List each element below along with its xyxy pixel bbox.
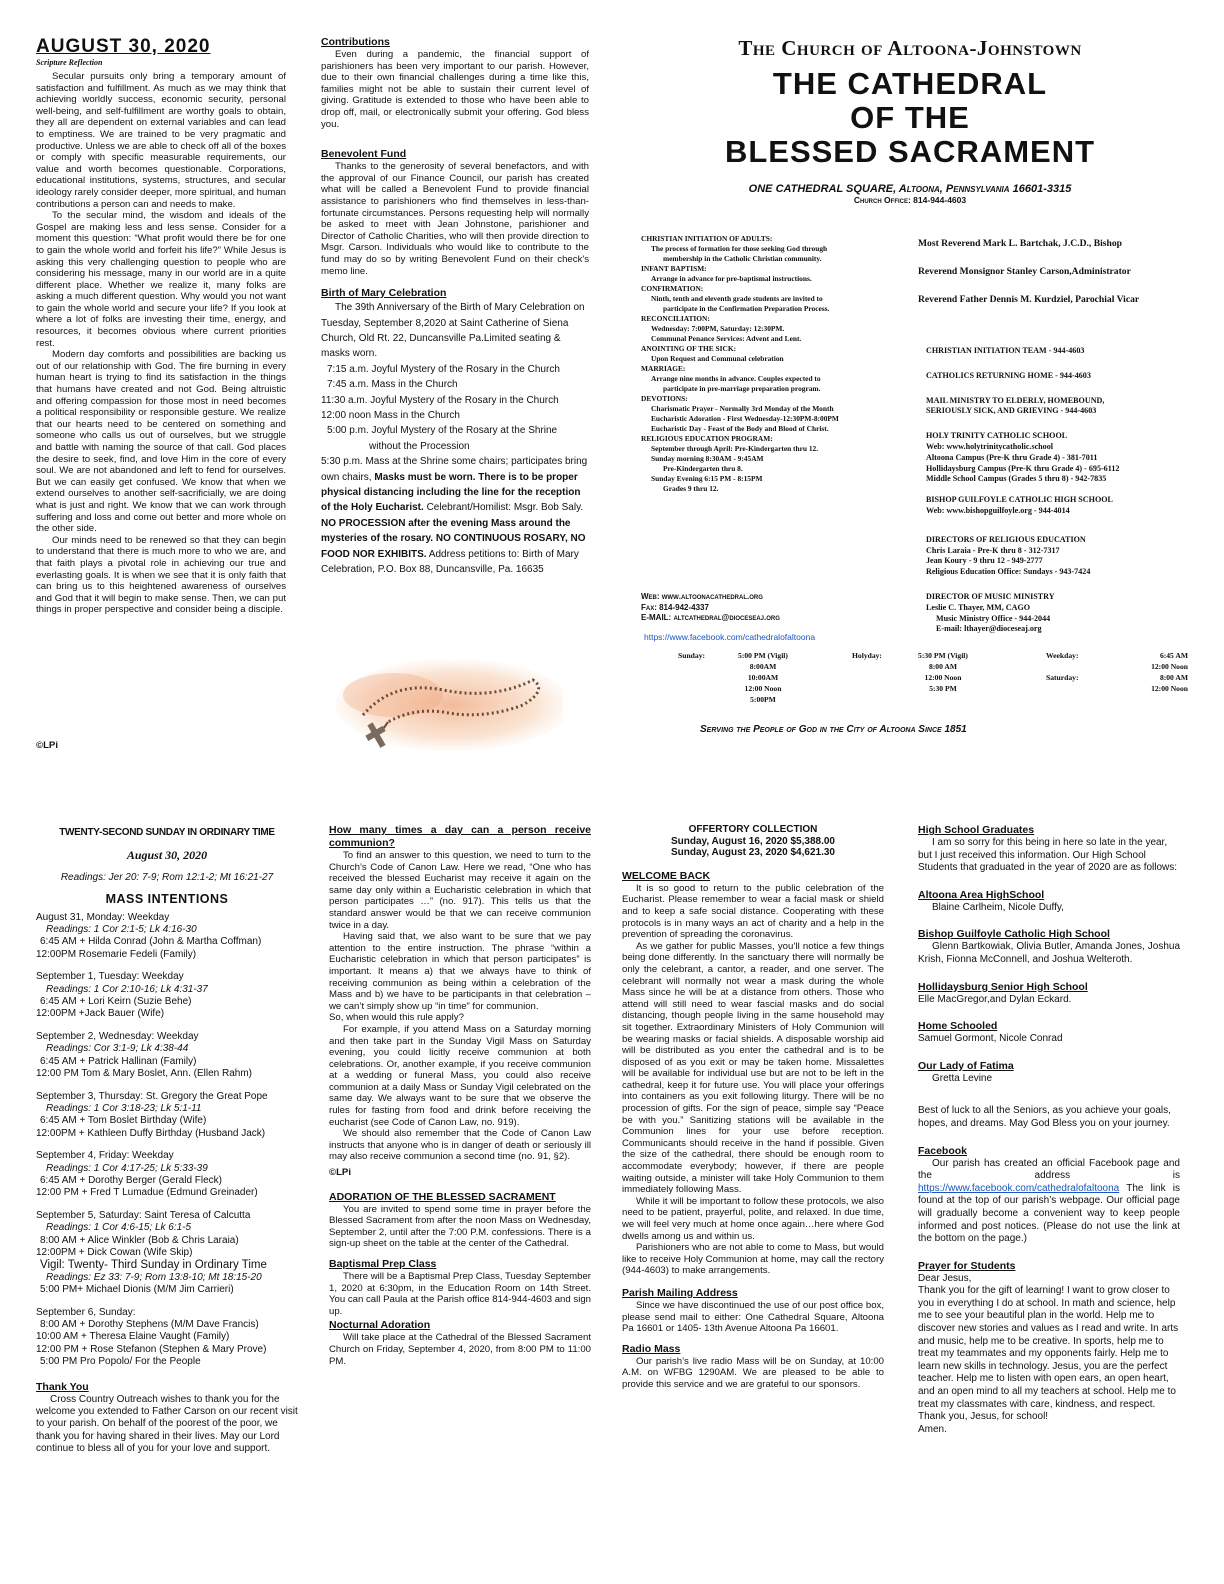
intention-readings: Readings: 1 Cor 3:18-23; Lk 5:1-11 (46, 1102, 202, 1114)
communion-paragraph: So, when would this rule apply? (329, 1012, 464, 1024)
mass-time: 8:00 AM (1159, 673, 1188, 682)
intention-readings: Readings: Cor 3:1-9; Lk 4:38-44 (46, 1043, 189, 1055)
mass-time: 12:00 Noon (924, 673, 962, 682)
intention-line: 6:45 AM + Hilda Conrad (John & Martha Coffman) (40, 936, 262, 948)
adoration-text: You are invited to spend some time in prayer before the Blessed Sacrament from after the noon Mass on Wednesday, September 2, until after the 7:00 P.M. confessions. There is a sign-up sheet on the table at the center of the Cathedral. (329, 1203, 591, 1250)
weekday-label: Weekday: (1046, 651, 1079, 660)
best-of-luck-text: Best of luck to all the Seniors, as you achieve your goals, hopes, and dreams. May God Bless you on your journey. (918, 1105, 1171, 1129)
clergy-administrator: Reverend Monsignor Stanley Carson,Administrator (918, 266, 1131, 277)
reflection-paragraph: Secular pursuits only bring a temporary amount of satisfaction and fulfillment. As much as we may think that achieving worldly success, economic security, personal well-being, and self-fulfillment are worthy goals to obtain, they all are dependent on external variables and can lead to emptiness. We are trained to be very pragmatic and productive. Unless we are able to check off all of the boxes or comply with specific measurable requirements, our value and worth becomes questionable. Corporations, educational institutions, systems, structures, and secular ideology rarely consider deeper, more spiritual, and human contributions a person can and needs to make. (36, 71, 286, 210)
sacrament-line: Charismatic Prayer - Normally 3rd Monday of the Month (651, 404, 834, 413)
radio-mass-title: Radio Mass (622, 1342, 681, 1355)
sacrament-title: DEVOTIONS: (641, 394, 688, 403)
intention-line: 6:45 AM + Tom Boslet Birthday (Wife) (40, 1115, 207, 1127)
intentions-date: August 30, 2020 (126, 848, 208, 863)
mass-time: 5:00 PM (Vigil) (738, 651, 788, 660)
ministry-block (926, 431, 1216, 485)
intention-day-title: September 2, Wednesday: Weekday (36, 1030, 199, 1042)
scripture-reflection-label: Scripture Reflection (36, 58, 103, 67)
mass-time: 8:00AM (749, 662, 777, 671)
intention-line: 5:00 PM Pro Popolo/ For the People (40, 1356, 201, 1368)
intention-line: 12:00PM Rosemarie Fedeli (Family) (36, 948, 197, 960)
facebook-page-link[interactable]: https://www.facebook.com/cathedralofaltoona (918, 1182, 1120, 1194)
ministry-block (926, 346, 1216, 357)
ministry-line: MAIL MINISTRY TO ELDERLY, HOMEBOUND, (926, 395, 1105, 405)
birth-mass-text: 5:30 p.m. Mass at the Shrine some chairs; participates bring own chairs, (321, 456, 588, 483)
intention-line: 12:00 PM + Fred T Lumadue (Edmund Greinader) (36, 1187, 258, 1199)
benevolent-fund-title: Benevolent Fund (321, 148, 407, 161)
intention-day-title: September 4, Friday: Weekday (36, 1150, 174, 1162)
ministry-line: Middle School Campus (Grades 5 thru 8) - 942-7835 (926, 474, 1107, 484)
school-name: Home Schooled (918, 1020, 998, 1033)
intention-day (36, 971, 298, 1021)
intention-readings: Readings: 1 Cor 2:10-16; Lk 4:31-37 (46, 983, 208, 995)
benevolent-fund-text: Thanks to the generosity of several benefactors, and with the approval of our Finance Council, our parish has created what will be called a Benevolent Fund to provide financial assistance to parishioners who find themselves in less-than-fortunate circumstances. Persons requesting help will normally be asked to meet with Jean Johnstone, parishioner and Director of Catholic Charities, who will then provide direction to Msgr. Carson. Individuals who would like to contribute to the fund may do so by writing Benevolent Fund on their check's memo line. (321, 161, 589, 277)
mass-intentions-heading: MASS INTENTIONS (105, 892, 229, 907)
holyday-times (888, 650, 998, 694)
ministry-line: Chris Laraia - Pre-K thru 8 - 312-7317 (926, 545, 1060, 555)
birth-no-procession-notice: NO PROCESSION after the evening Mass around the mysteries of the rosary. NO CONTINUOUS ROSARY, NO FOOD NOR EXHIBITS. (321, 517, 586, 560)
intention-line: 6:45 AM + Dorothy Berger (Gerald Fleck) (40, 1174, 223, 1186)
prayer-amen: Amen. (918, 1423, 947, 1435)
birth-of-mary-title: Birth of Mary Celebration (321, 287, 447, 300)
ministry-line: Religious Education Office: Sundays - 943-7424 (926, 567, 1091, 577)
sunday-times (718, 650, 808, 705)
intention-line: 12:00 PM + Rose Stefanon (Stephen & Mary Prove) (36, 1343, 267, 1355)
contributions-title: Contributions (321, 36, 390, 48)
school-students: Gretta Levine (932, 1072, 993, 1084)
communion-paragraph: Having said that, we also want to be sure that we pay attention to the entire instruction. The phrase “within a Eucharistic celebration in which that person participates” is important. It means a) that we always have to think of receiving communion as being within a celebration of the Mass and b) we have to be participants in that celebration – we can’t simply show up “in time” for communion. (329, 931, 591, 1012)
schedule-item: 12:00 noon Mass in the Church (321, 409, 460, 421)
welcome-column (622, 824, 884, 1391)
sacrament-line: Sunday morning 8:30AM - 9:45AM (651, 454, 764, 463)
ministry-block (926, 592, 1216, 635)
welcome-paragraph: As we gather for public Masses, you’ll notice a few things being done differently. In the sanctuary there will normally be only the celebrant, a cantor, a reader, and one server. The celebrant will normally not wear a mask during the whole Mass since he will be at a distance from others. Those who attend will still need to wear fascial masks and do social distancing, though people living in the same household may sit together. Extraordinary Ministers of Holy Communion will be wearing masks or facial shields. A disposable worship aid will be distributed as you enter the cathedral and is to be disposed of as you exit or may be taken home. Missalettes will be available for individual use but are not to be left in the cathedral, keep it for future use. You will place your offerings into containers as you exit following liturgy. There will be no procession of gifts. For the sign of peace, simple say “Peace be with you.” Sanitizing stations will be available in the Communion lines for your use before reception. Communicants should receive in the hand if possible. Given the size of the cathedral, there should be enough room to accommodate everybody; however, if there are people waiting outside, a minister will take Holy Communion to them immediately following Mass. (622, 940, 884, 1196)
saturday-label: Saturday: (1046, 673, 1079, 682)
mass-time: 12:00 Noon (1151, 662, 1188, 671)
church-office-phone: Church Office: 814-944-4603 (853, 195, 967, 205)
graduates-column (918, 824, 1180, 1436)
sunday-readings: Readings: Jer 20: 7-9; Rom 12:1-2; Mt 16:21-27 (60, 871, 274, 883)
ministry-line: DIRECTORS OF RELIGIOUS EDUCATION (926, 534, 1086, 544)
contributions-text: Even during a pandemic, the financial support of parishioners has been very important to our parish. However, due to their own financial challenges during a time like this, families might not be able to sustain their current level of giving. Gratitude is extended to those who have been able to drop off, mail, or electronically submit your offering. God bless you. (321, 49, 589, 130)
intention-day (36, 1150, 298, 1200)
birth-celebrant: Celebrant/Homilist: Msgr. Bob Saly. (426, 502, 584, 514)
mailing-address-title: Parish Mailing Address (622, 1286, 738, 1299)
sacrament-title: INFANT BAPTISM: (641, 264, 707, 273)
birth-of-mary-intro: The 39th Anniversary of the Birth of Mary Celebration on Tuesday, September 8,2020 at Saint Catherine of Siena Church, Old Rt. 22, Duncansville Pa.Limited seating & masks worn. (321, 302, 585, 360)
offertory-title: OFFERTORY COLLECTION (688, 824, 818, 835)
sacrament-line: Arrange in advance for pre-baptismal instructions. (651, 274, 812, 283)
cathedral-address: ONE CATHEDRAL SQUARE, Altoona, Pennsylvania 16601-3315 (748, 183, 1072, 195)
welcome-paragraph: Parishioners who are not able to come to Mass, but would like to receive Holy Communion at home, may call the rectory (944-4603) to make arrangements. (622, 1242, 884, 1277)
sacrament-line: participate in pre-marriage preparation program. (663, 384, 821, 393)
intention-readings: Readings: 1 Cor 2:1-5; Lk 4:16-30 (46, 924, 197, 936)
nocturnal-adoration-title: Nocturnal Adoration (329, 1319, 431, 1332)
thank-you-title: Thank You (36, 1380, 89, 1393)
intention-line: 6:45 AM + Patrick Hallinan (Family) (40, 1055, 197, 1067)
intention-line: 12:00PM + Dick Cowan (Wife Skip) (36, 1246, 193, 1258)
clergy-list (918, 238, 1208, 322)
sacrament-title: CONFIRMATION: (641, 284, 704, 293)
sacraments-list (641, 234, 891, 494)
sacrament-line: Communal Penance Services: Advent and Lent. (651, 334, 802, 343)
intention-line: 8:00 AM + Dorothy Stephens (M/M Dave Francis) (40, 1319, 259, 1330)
sacrament-line: Wednesday: 7:00PM, Saturday: 12:30PM. (651, 324, 785, 333)
ministry-line: Web: www.holytrinitycatholic.school (926, 441, 1054, 451)
mass-time: 10:00AM (747, 673, 779, 682)
reflection-paragraph: Modern day comforts and possibilities are backing us out of our relationship with God. The fire burning in every human heart is trying to find its satisfaction in the things that humans have created and not God. Being altruistic and offering compassion for those most in need becomes a political responsibility or responsible gesture. We realize that our hearts need to be centered on something and someone who calls us out of ourselves, but we struggle and battle with naming the source of that call. God places the desire to seek, find, and love Him in the core of every soul. We are not abandoned and left to fend for ourselves. But we can easily get confused. We know that when we extend ourselves to another self-sacrificially, we are doing what is just and right. We know that we can work through suffering and loss and come out better and more whole on the other side. (36, 349, 286, 535)
reflection-paragraph: To the secular mind, the wisdom and ideals of the Gospel are making less and less sense. Consider for a moment this question: “What profit would there be for one to gain the whole world and forfeit his life?” While Jesus is asking this very challenging question to people who are considering his message, many in our world are in a quite different place. Whether we realize it, many folks are asking a much different question. Why would you not want to gain the whole world and secure your life? If you look at where a lot of folks are investing their time, energy, and resources, it becomes obvious where current priorities rest. (36, 210, 286, 349)
holyday-label: Holyday: (852, 651, 882, 660)
sunday-title: TWENTY-SECOND SUNDAY IN ORDINARY TIME (59, 827, 275, 838)
intention-readings: Readings: Ez 33: 7-9; Rom 13:8-10; Mt 18:15-20 (46, 1271, 262, 1283)
sacrament-line: Upon Request and Communal celebration (651, 354, 784, 363)
intention-day-title: September 5, Saturday: Saint Teresa of Calcutta (36, 1209, 251, 1221)
intention-day (36, 1091, 298, 1141)
graduates-title: High School Graduates (918, 824, 1035, 836)
cathedral-name (630, 67, 1190, 169)
sacrament-line: September through April: Pre-Kindergarten thru 12. (651, 444, 819, 453)
ministry-line: DIRECTOR OF MUSIC MINISTRY (926, 591, 1055, 601)
welcome-paragraph: While it will be important to follow these protocols, we also need to be patient, prayerful, polite, and relaxed. In due time, we will feel very much at home once again…here where God dwells among us and within us. (622, 1195, 884, 1242)
website-link[interactable]: Web: www.altoonacathedral.org (641, 592, 763, 601)
sacrament-line: Eucharistic Adoration - First Wednesday-12:30PM-8:00PM (651, 414, 839, 423)
sacrament-title: RELIGIOUS EDUCATION PROGRAM: (641, 434, 773, 443)
intention-day-title: September 1, Tuesday: Weekday (36, 971, 184, 983)
ministry-block (926, 396, 1216, 418)
ministry-line: E-mail: lthayer@dioceseaj.org (936, 624, 1042, 634)
facebook-title: Facebook (918, 1144, 968, 1157)
ministry-line: Altoona Campus (Pre-K thru Grade 4) - 381-7011 (926, 452, 1098, 462)
schedule-item: 7:45 a.m. Mass in the Church (327, 379, 458, 391)
birth-address: Address petitions to: Birth of Mary Celebration, P.O. Box 88, Duncansville, Pa. 16635 (321, 548, 579, 575)
saturday-times (1088, 672, 1188, 694)
school-students: Blaine Carlheim, Nicole Duffy, (932, 901, 1064, 913)
intention-day-title: August 31, Monday: Weekday (36, 911, 170, 923)
sacrament-line: Ninth, tenth and eleventh grade students are invited to (651, 294, 823, 303)
email-link[interactable]: E-MAIL: altcathedral@dioceseaj.org (641, 613, 780, 622)
ministry-line: SERIOUSLY SICK, AND GRIEVING - 944-4603 (926, 406, 1097, 416)
school-students: Glenn Bartkowiak, Olivia Butler, Amanda Jones, Joshua Krish, Fionna McConnell, and Joshua Welteroth. (918, 941, 1180, 965)
offertory-line: Sunday, August 16, 2020 $5,388.00 (671, 835, 835, 847)
ministry-line: Jean Koury - 9 thru 12 - 949-2777 (926, 556, 1043, 566)
intention-day-title: September 6, Sunday: (36, 1306, 136, 1318)
communion-paragraph: We should also remember that the Code of Canon Law instructs that anyone who is in danger of death or seriously ill may also receive communion a second time (no. 91, §2). (329, 1128, 591, 1163)
thank-you-text: Cross Country Outreach wishes to thank you for the welcome you extended to Father Carson on our recent visit to your parish. On behalf of the poorest of the poor, we thank you for having shared in their lives. May our Lord continue to bless all of you for your love and support. (36, 1393, 298, 1455)
sunday-label: Sunday: (678, 651, 706, 660)
scripture-reflection-text (36, 71, 286, 616)
cathedral-name-line: OF THE (850, 100, 970, 135)
sacrament-title: RECONCILIATION: (641, 314, 710, 323)
masthead (630, 36, 1190, 205)
mass-time: 5:00PM (750, 695, 776, 704)
ministry-line: HOLY TRINITY CATHOLIC SCHOOL (926, 431, 1068, 441)
rosary-image (333, 660, 563, 750)
prayer-opening: Dear Jesus, (918, 1272, 972, 1284)
mass-time: 6:45 AM (1159, 651, 1188, 660)
school-name: Hollidaysburg Senior High School (918, 980, 1088, 993)
mass-time: 5:30 PM (Vigil) (918, 651, 968, 660)
communion-question-title: How many times a day can a person receive communion? (329, 824, 591, 849)
intention-line: 12:00PM +Jack Bauer (Wife) (36, 1008, 165, 1020)
mass-time: 12:00 Noon (744, 684, 782, 693)
school-students: Samuel Gormont, Nicole Conrad (918, 1033, 1063, 1045)
parish-tagline: Serving the People of God in the City of Altoona Since 1851 (700, 724, 967, 735)
clergy-bishop: Most Reverend Mark L. Bartchak, J.C.D., Bishop (918, 238, 1122, 249)
offertory-line: Sunday, August 23, 2020 $4,621.30 (671, 847, 835, 859)
mailing-address-text: Since we have discontinued the use of our post office box, please send mail to either: One Cathedral Square, Altoona Pa 16601 or 1405- 13th Avenue Altoona Pa 16601. (622, 1299, 884, 1335)
graduates-text: I am so sorry for this being in here so late in the year, but I just received this information. Our High School Students that graduated in the year of 2020 are as follows: (918, 837, 1178, 874)
reflection-paragraph: Our minds need to be renewed so that they can begin to understand that there is much more to who we are, and that faith plays a pivotal role in achieving our true and everlasting goals. It is when we see that it is only faith that can bring us to this heightened awareness of ourselves and God that it will begin to make sense. Then, we can put things in proper perspective and consider being a disciple. (36, 534, 286, 616)
facebook-text-start: Our parish has created an official Facebook page and the address is (918, 1157, 1180, 1182)
sacrament-line: Eucharistic Day - Feast of the Body and Blood of Christ. (651, 424, 829, 433)
cathedral-name-line: THE CATHEDRAL (772, 66, 1048, 101)
schedule-item: without the Procession (369, 440, 470, 452)
mass-time: 5:30 PM (929, 684, 957, 693)
mass-time: 12:00 Noon (1151, 684, 1188, 693)
ministry-block (926, 371, 1216, 382)
nocturnal-adoration-text: Will take place at the Cathedral of the Blessed Sacrament Church on Friday, September 4, 2020, from 8:00 PM to 11:00 PM. (329, 1332, 591, 1367)
baptismal-prep-text: There will be a Baptismal Prep Class, Tuesday September 1, 2020 at 6:30pm, in the Education Room on 14th Street. You can call Paula at the Parish office 814-944-4603 and sign up. (329, 1271, 591, 1317)
prayer-title: Prayer for Students (918, 1259, 1016, 1272)
ministries-list (926, 346, 1216, 645)
intention-day (36, 1031, 298, 1081)
intention-day (36, 912, 298, 962)
weekday-times (1088, 650, 1188, 672)
welcome-back-title: WELCOME BACK (622, 869, 711, 882)
intention-readings: Readings: 1 Cor 4:6-15; Lk 6:1-5 (46, 1222, 192, 1234)
ministry-line: CATHOLICS RETURNING HOME - 944-4603 (926, 370, 1091, 380)
ministry-line: Leslie C. Thayer, MM, CAGO (926, 602, 1031, 612)
intention-day (36, 1307, 298, 1369)
sacrament-line: Sunday Evening 6:15 PM - 8:15PM (651, 474, 763, 483)
school-name: Our Lady of Fatima (918, 1059, 1014, 1072)
baptismal-prep-title: Baptismal Prep Class (329, 1258, 437, 1270)
diocese-name: The Church of Altoona-Johnstown (738, 36, 1082, 60)
sacrament-title: CHRISTIAN INITIATION OF ADULTS: (641, 234, 773, 243)
facebook-text (918, 1158, 1180, 1246)
ministry-line: Hollidaysburg Campus (Pre-K thru Grade 4) - 695-6112 (926, 463, 1120, 473)
schedule-item: 11:30 a.m. Joyful Mystery of the Rosary in the Church (321, 394, 559, 406)
contact-info (641, 592, 891, 624)
ministry-block (926, 535, 1216, 578)
ministry-line: Music Ministry Office - 944-2044 (936, 613, 1051, 623)
intention-readings: Readings: 1 Cor 4:17-25; Lk 5:33-39 (46, 1162, 208, 1174)
school-name: Bishop Guilfoyle Catholic High School (918, 928, 1110, 941)
ministry-line: Web: www.bishopguilfoyle.org - 944-4014 (926, 505, 1070, 515)
sacrament-line: participate in the Confirmation Preparation Process. (663, 304, 830, 313)
intention-line: 12:00PM + Kathleen Duffy Birthday (Husband Jack) (36, 1127, 266, 1139)
sacrament-title: ANOINTING OF THE SICK: (641, 344, 737, 353)
ministry-line: BISHOP GUILFOYLE CATHOLIC HIGH SCHOOL (926, 495, 1113, 505)
adoration-title: ADORATION OF THE BLESSED SACRAMENT (329, 1190, 556, 1203)
sacrament-line: Pre-Kindergarten thru 8. (663, 464, 743, 473)
communion-paragraph: For example, if you attend Mass on a Saturday morning and then take part in the Sunday Vigil Mass on Saturday evening, you could licitly receive communion at both celebrations. Or, another example, if you receive communion at a wedding or funeral Mass, you could also receive communion at a daily Mass or Sunday Vigil celebrated on the same day. We always want to be sure that we observe the rules for fasting from food and drink before receiving the eucharist (see Code of Canon Law, no. 919). (329, 1023, 591, 1128)
mass-intentions-column (36, 827, 298, 1456)
welcome-paragraph: It is so good to return to the public celebration of the Eucharist. Please remember to wear a facial mask or shield and to keep a safe social distance. Cooperating with these protocols is in many ways an act of charity and a help in the prevention of spreading the coronavirus. (622, 882, 884, 941)
prayer-text: Thank you for the gift of learning! I want to grow closer to you in everything I do at school. In math and science, help me to see your beautiful plan in the world. Help me to discover new stories and values as I read and write. In arts and music, help me to be creative. In sports, help me to treat my teammates and my opponents fairly. Help me to learn new skills in technology. Jesus, you are the perfect teacher. Help me to listen with open ears, an open heart, and an open mind to all my teachers at school. Help me to treat my classmates with care, kindness, and respect. Thank you, Jesus, for school! (918, 1285, 1179, 1423)
intention-line: 8:00 AM + Alice Winkler (Bob & Chris Laraia) (40, 1234, 239, 1246)
intention-day-title: September 3, Thursday: St. Gregory the Great Pope (36, 1090, 268, 1102)
vigil-title: Vigil: Twenty- Third Sunday in Ordinary Time (40, 1259, 267, 1272)
intention-line: 5:00 PM+ Michael Dionis (M/M Jim Carrieri) (40, 1284, 234, 1296)
intention-day (36, 1210, 298, 1297)
radio-mass-text: Our parish’s live radio Mass will be on Sunday, at 10:00 A.M. on WFBG 1290AM. We are pleased to be able to provide this service and we are grateful to our sponsors. (622, 1355, 884, 1390)
intention-line: 6:45 AM + Lori Keirn (Suzie Behe) (40, 996, 192, 1008)
school-students: Elle MacGregor,and Dylan Eckard. (918, 993, 1072, 1005)
birth-of-mary-details (321, 454, 589, 577)
sacrament-line: The process of formation for those seeking God through (651, 244, 828, 253)
birth-masks-notice: Masks must be worn. There is to be proper physical distancing including the line for the reception of the Holy Eucharist. (321, 471, 581, 514)
ministry-block (926, 495, 1216, 517)
cathedral-name-line: BLESSED SACRAMENT (724, 134, 1096, 169)
ministry-line: CHRISTIAN INITIATION TEAM - 944-4603 (926, 346, 1085, 355)
schedule-item: 5:00 p.m. Joyful Mystery of the Rosary at the Shrine (327, 425, 558, 437)
birth-of-mary-schedule (321, 362, 589, 454)
sacrament-line: membership in the Catholic Christian community. (663, 254, 822, 263)
bulletin-date-heading: AUGUST 30, 2020 (36, 36, 211, 57)
clergy-parochial-vicar: Reverend Father Dennis M. Kurdziel, Parochial Vicar (918, 294, 1140, 305)
intention-line: 10:00 AM + Theresa Elaine Vaught (Family) (36, 1331, 230, 1343)
announcements-column (321, 36, 589, 577)
lpi-credit: ©LPi (36, 740, 58, 751)
schedule-item: 7:15 a.m. Joyful Mystery of the Rosary in the Church (327, 363, 560, 375)
lpi-credit: ©LPi (329, 1167, 351, 1179)
sacrament-line: Grades 9 thru 12. (663, 484, 719, 493)
intention-line: 12:00 PM Tom & Mary Boslet, Ann. (Ellen Rahm) (36, 1068, 253, 1080)
fax-number: Fax: 814-942-4337 (641, 602, 709, 612)
school-name: Altoona Area HighSchool (918, 888, 1045, 901)
communion-paragraph: To find an answer to this question, we need to turn to the Church’s Code of Canon Law. Here we read, “One who has received the blessed Eucharist may receive it again on the same day only within a Eucharistic celebration in which that person participates …” (no. 917). This tells us that the standard answer would be that we can receive communion twice in a day. (329, 850, 591, 931)
sacrament-line: Arrange nine months in advance. Couples expected to (651, 374, 821, 383)
communion-column (329, 824, 591, 1367)
facebook-link[interactable]: https://www.facebook.com/cathedralofaltoona (644, 632, 816, 642)
mass-time: 8:00 AM (928, 662, 958, 671)
facebook-text-end: The link is found at the top of our parish’s webpage. Our official page will gradually become a convenient way to keep people informed and post notices. (Please do not use the link at the bottom on the page.) (918, 1182, 1180, 1245)
sacrament-title: MARRIAGE: (641, 364, 686, 373)
